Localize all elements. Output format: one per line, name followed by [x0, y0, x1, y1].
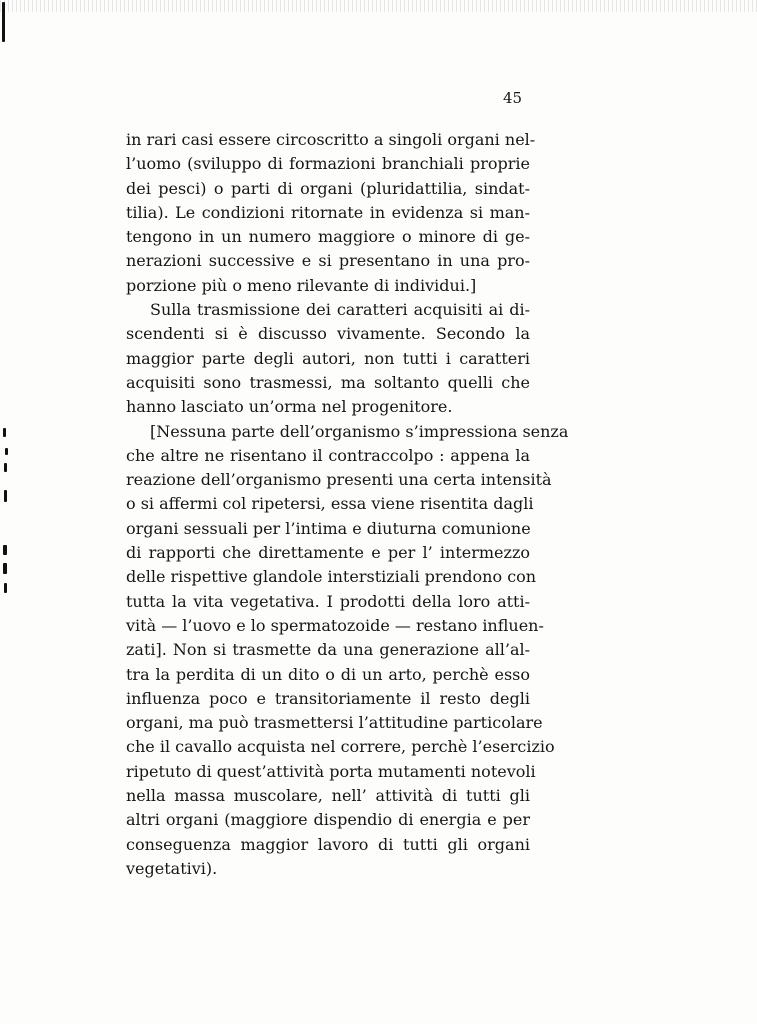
text-line: vegetativi).: [126, 858, 218, 878]
text-line: scendenti si è discusso vivamente. Secondo la: [126, 324, 530, 344]
text-line: zati]. Non si trasmette da una generazione all’al-: [126, 640, 530, 660]
text-line: che il cavallo acquista nel correre, perchè l’esercizio: [126, 737, 555, 757]
text-line: ripetuto di quest’attività porta mutamenti notevoli: [126, 761, 536, 781]
body-text: [126, 128, 569, 881]
scan-noise: [0, 0, 757, 12]
text-line: reazione dell’organismo presenti una certa intensità: [126, 470, 552, 490]
text-line: vità — l’uovo e lo spermatozoide — restano influen-: [126, 615, 544, 635]
text-line: acquisiti sono trasmessi, ma soltanto quelli che: [126, 372, 530, 392]
binding-mark: [2, 2, 5, 42]
text-line: tutta la vita vegetativa. I prodotti della loro atti-: [126, 591, 530, 611]
text-line: dei pesci) o parti di organi (pluridattilia, sindat-: [126, 178, 530, 198]
text-line: l’uomo (sviluppo di formazioni branchiali proprie: [126, 154, 530, 174]
text-line: o si affermi col ripetersi, essa viene risentita dagli: [126, 494, 534, 514]
text-line: porzione più o meno rilevante di individui.]: [126, 275, 477, 295]
text-line: di rapporti che direttamente e per l’ intermezzo: [126, 543, 530, 563]
text-line: maggior parte degli autori, non tutti i caratteri: [126, 348, 530, 368]
binding-mark: [5, 448, 8, 455]
text-line: nerazioni successive e si presentano in una pro-: [126, 251, 530, 271]
binding-mark: [3, 563, 7, 574]
text-line: che altre ne risentano il contraccolpo : appena la: [126, 445, 530, 465]
text-line: [Nessuna parte dell’organismo s’impressiona senza: [150, 421, 569, 441]
text-line: hanno lasciato un’orma nel progenitore.: [126, 397, 453, 417]
page-number: 45: [503, 89, 523, 107]
text-line: conseguenza maggior lavoro di tutti gli organi: [126, 834, 530, 854]
binding-mark: [3, 428, 6, 437]
binding-mark: [4, 490, 7, 502]
binding-mark: [4, 583, 7, 593]
text-line: altri organi (maggiore dispendio di energia e per: [126, 810, 530, 830]
text-line: organi, ma può trasmettersi l’attitudine particolare: [126, 713, 543, 733]
text-line: in rari casi essere circoscritto a singoli organi nel-: [126, 130, 536, 149]
text-line: delle rispettive glandole interstiziali prendono con: [126, 567, 537, 587]
text-line: tilia). Le condizioni ritornate in evidenza si man-: [126, 202, 530, 222]
text-line: organi sessuali per l’intima e diuturna comunione: [126, 518, 531, 538]
text-line: nella massa muscolare, nell’ attività di tutti gli: [126, 786, 530, 806]
binding-mark: [4, 463, 7, 472]
text-line: Sulla trasmissione dei caratteri acquisiti ai di-: [150, 300, 530, 320]
text-line: tra la perdita di un dito o di un arto, perchè esso: [126, 664, 530, 684]
binding-mark: [3, 545, 7, 555]
text-line: influenza poco e transitoriamente il resto degli: [126, 688, 530, 708]
text-line: tengono in un numero maggiore o minore di ge-: [126, 227, 530, 247]
